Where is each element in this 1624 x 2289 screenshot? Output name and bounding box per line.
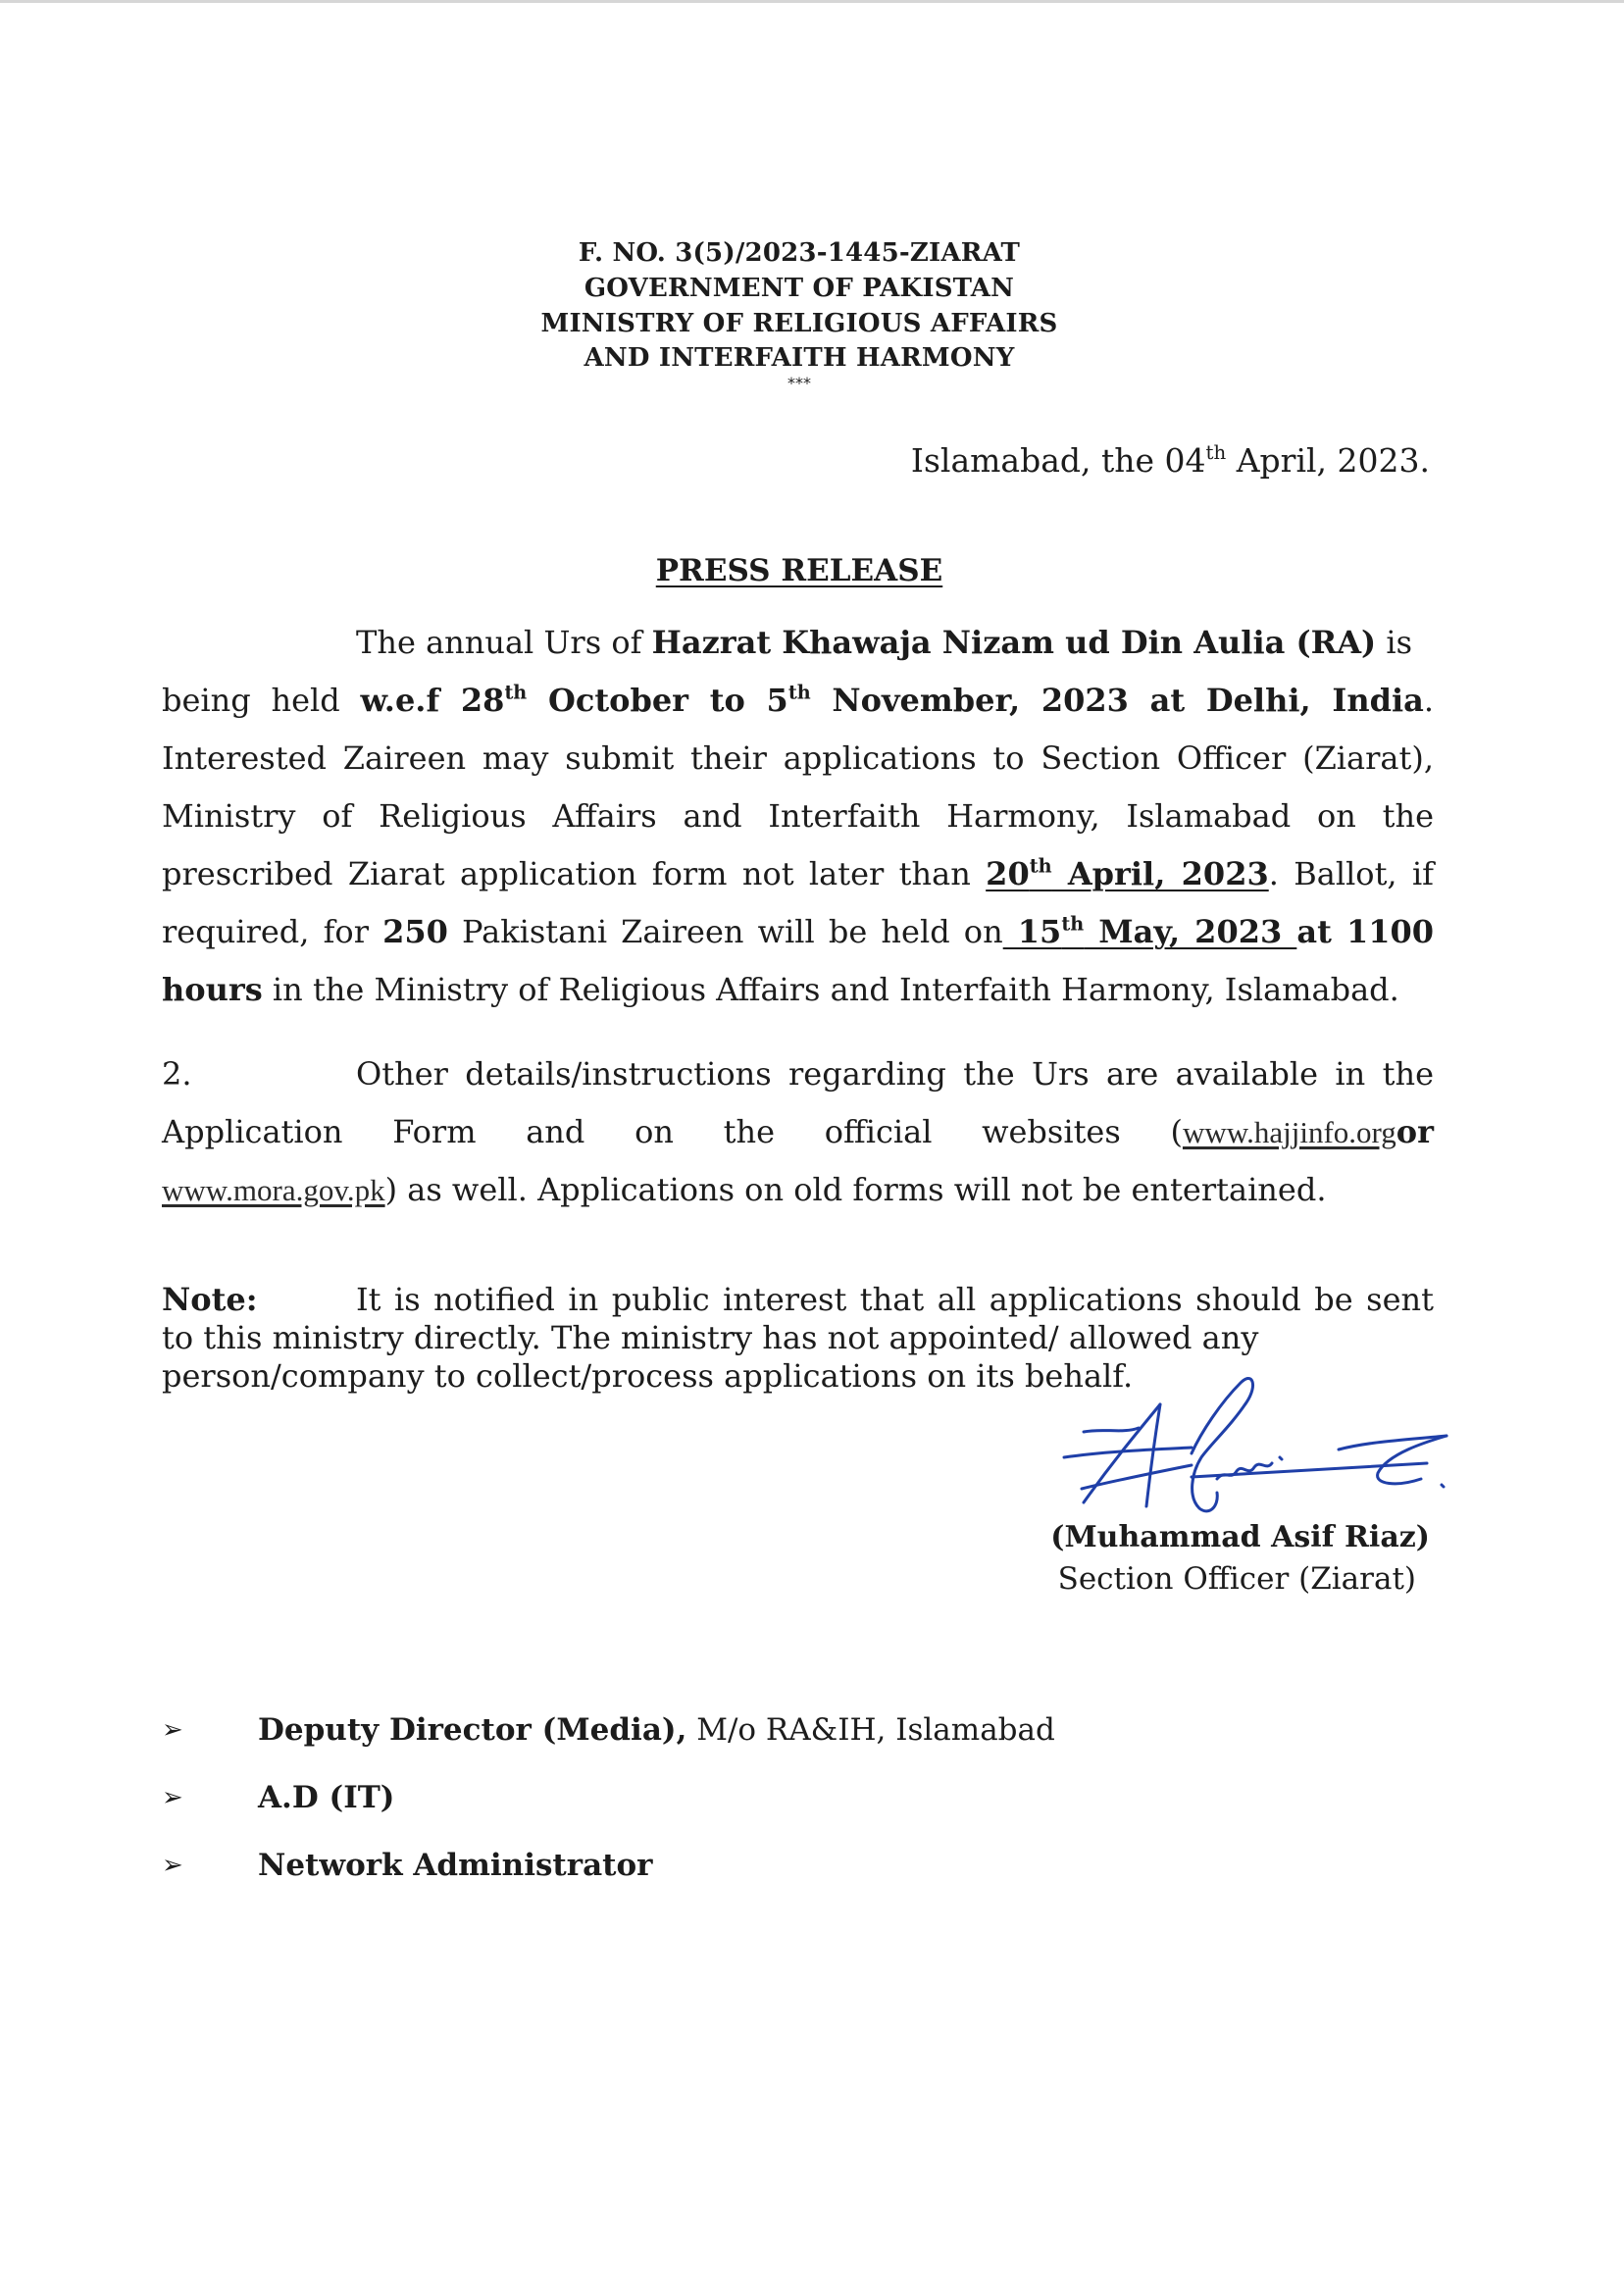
- note-label: Note:: [162, 1281, 258, 1318]
- bullet-arrow-icon: ➢: [162, 1851, 183, 1880]
- paragraph-number: 2.: [162, 1055, 192, 1093]
- p1-line3: Interested Zaireen may submit their applications to Section Officer (Ziarat),: [162, 739, 1434, 777]
- note-line1: Note: It is notified in public interest that all applications should be sent: [162, 1281, 1434, 1318]
- p1-line4: Ministry of Religious Affairs and Interfaith Harmony, Islamabad on the: [162, 797, 1434, 835]
- ministry-heading-line1: MINISTRY OF RELIGIOUS AFFAIRS: [540, 309, 1058, 338]
- note-line2: to this ministry directly. The ministry has not appointed/ allowed any: [162, 1319, 1259, 1356]
- p2-line2: Application Form and on the official websites (www.hajjinfo.orgor: [162, 1113, 1434, 1150]
- p1-line6: required, for 250 Pakistani Zaireen will be held on 15th May, 2023 at 1100: [162, 912, 1435, 950]
- scan-edge: [0, 0, 1624, 3]
- bullet-arrow-icon: ➢: [162, 1783, 183, 1812]
- p1-line7: hours in the Ministry of Religious Affairs and Interfaith Harmony, Islamabad.: [162, 971, 1399, 1008]
- file-number: F. NO. 3(5)/2023-1445-ZIARAT: [578, 238, 1021, 268]
- p1-line5: prescribed Ziarat application form not later than 20th April, 2023. Ballot, if: [162, 854, 1435, 892]
- handwritten-signature: [1044, 1363, 1456, 1520]
- note-line3: person/company to collect/process applications on its behalf.: [162, 1357, 1134, 1395]
- p2-line3: www.mora.gov.pk) as well. Applications on old forms will not be entertained.: [162, 1171, 1327, 1208]
- p1-line1: The annual Urs of Hazrat Khawaja Nizam ud Din Aulia (RA) is: [356, 624, 1413, 661]
- government-heading: GOVERNMENT OF PAKISTAN: [584, 274, 1015, 303]
- p1-line2: being held w.e.f 28th October to 5th November, 2023 at Delhi, India.: [162, 681, 1435, 719]
- link-mora[interactable]: www.mora.gov.pk: [162, 1173, 385, 1207]
- ministry-heading-line2: AND INTERFAITH HARMONY: [584, 343, 1015, 373]
- bullet-arrow-icon: ➢: [162, 1715, 183, 1745]
- press-release-title: PRESS RELEASE: [655, 553, 943, 588]
- signatory-designation: Section Officer (Ziarat): [1057, 1561, 1416, 1597]
- issue-date: Islamabad, the 04th April, 2023.: [910, 441, 1430, 480]
- header-stars: ***: [787, 374, 811, 392]
- p2-line1: 2. Other details/instructions regarding the Urs are available in the: [162, 1045, 1434, 1103]
- paragraph-1: [162, 614, 1434, 1019]
- signatory-name: (Muhammad Asif Riaz): [1050, 1520, 1430, 1554]
- link-hajjinfo[interactable]: www.hajjinfo.org: [1182, 1115, 1396, 1149]
- document-page: F. NO. 3(5)/2023-1445-ZIARAT GOVERNMENT OF PAKISTAN MINISTRY OF RELIGIOUS AFFAIRS AND INTERFAITH HARMONY *** Islamabad, the 04th April, 2023. PRESS RELEASE The annual Urs of Hazrat Khawaja Nizam ud Din Aulia (RA) is being held w.e.f 28th October to 5th November, 2023 at Delhi, India. Interested Zaireen may submit their applications to Section Officer (Ziarat), Ministry of Religious Affairs and Interfaith Harmony, Islamabad on the prescribed Ziarat application form not later than 20th April, 2023. Ballot, if required, for 250 Pakistani Zaireen will be held on 15th May, 2023 at 1100 hours in the Ministry of Religious Affairs and Interfaith Harmony, Islamabad. 2. Other details/instructions regarding the Urs are available in the Application Form and on the official websites (www.hajjinfo.orgor www.mora.gov.pk) as well. Applications on old forms will not be entertained. Note: It is notified in public interest that all applications should be sent to this ministry directly. The ministry has not appointed/ allowed any person/company to collect/process applications on its behalf. (Muhammad Asif Riaz) Section Officer (Ziarat) ➢ Deputy Director (Media), M/o RA&IH, Islamabad ➢ A.D (IT) ➢ Network Administrator: [0, 0, 1624, 2289]
- paragraph-2: [162, 1045, 1434, 1219]
